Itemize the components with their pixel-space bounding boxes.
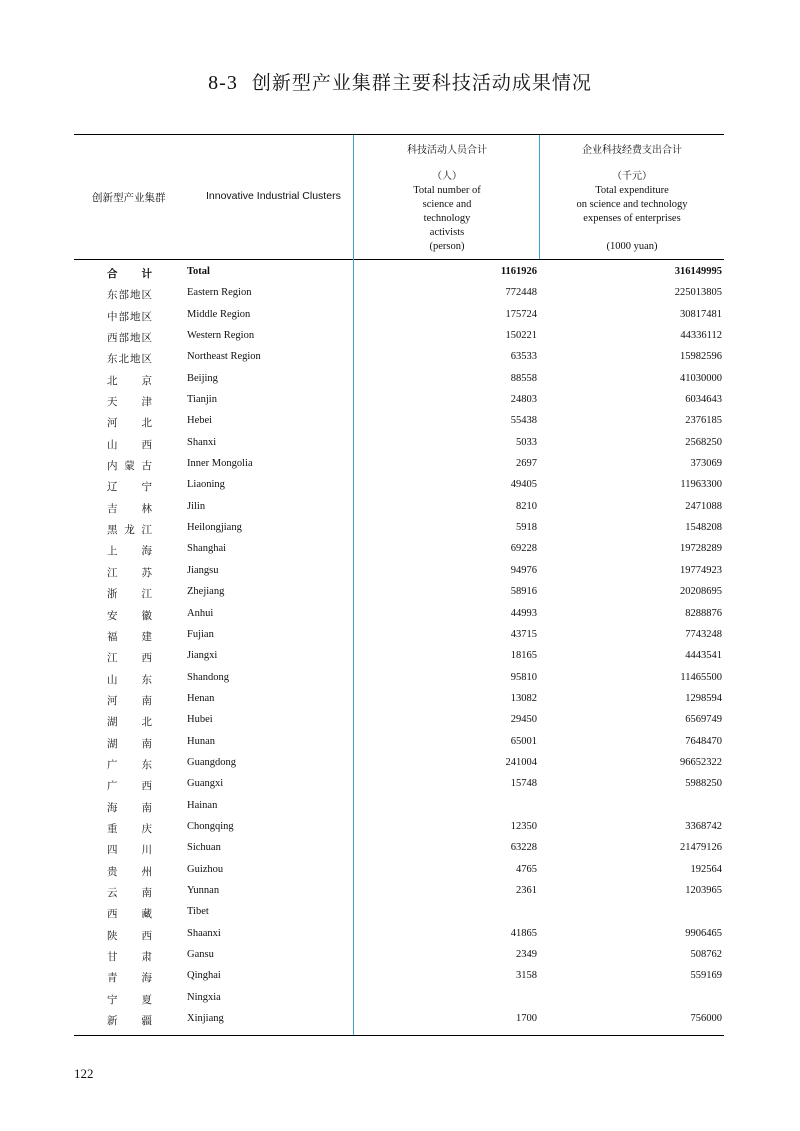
table-row (74, 604, 724, 625)
personnel-value: 41865 (510, 927, 537, 939)
personnel-value: 44993 (510, 607, 537, 619)
table-row (74, 347, 724, 368)
region-name-en: Shanxi (187, 436, 217, 448)
expenditure-value: 225013805 (674, 287, 722, 299)
table-row (74, 326, 724, 347)
personnel-value: 2361 (516, 884, 537, 896)
personnel-value: 5918 (516, 522, 537, 534)
expenditure-value: 6569749 (685, 714, 722, 726)
region-name-cn: 西部地区 (107, 332, 152, 345)
table-row (74, 924, 724, 945)
table-row (74, 753, 724, 774)
expenditure-value: 373069 (690, 458, 722, 470)
table-row (74, 539, 724, 560)
region-name-en: Guangxi (187, 778, 224, 790)
expenditure-value: 5988250 (685, 778, 722, 790)
expenditure-value: 44336112 (680, 330, 722, 342)
region-name-en: Liaoning (187, 479, 225, 491)
table-row (74, 582, 724, 603)
personnel-value: 15748 (510, 778, 537, 790)
region-name-cn: 湖南 (107, 737, 152, 750)
region-name-cn: 甘肃 (107, 951, 152, 963)
region-name-cn: 福建 (107, 630, 152, 643)
region-name-cn: 东部地区 (107, 289, 152, 302)
region-name-en: Jiangxi (187, 650, 218, 662)
region-name-cn: 江西 (107, 652, 152, 665)
expenditure-value: 192564 (690, 863, 722, 875)
personnel-value: 29450 (510, 714, 537, 726)
personnel-value: 175724 (505, 308, 537, 320)
expenditure-value: 316149995 (674, 266, 722, 277)
region-name-en: Total (187, 266, 210, 277)
personnel-value: 94976 (510, 564, 537, 576)
region-name-cn: 合计 (107, 268, 152, 280)
header-col-expenditure-en-4 (541, 226, 723, 240)
personnel-value: 4765 (516, 863, 537, 875)
region-name-cn: 贵州 (107, 865, 152, 878)
table-row (74, 369, 724, 390)
header-col-expenditure-en-2: on science and technology (576, 199, 688, 210)
personnel-value: 5033 (516, 436, 537, 448)
region-name-en: Chongqing (187, 820, 234, 832)
region-name-cn: 陕西 (107, 929, 152, 942)
region-name-cn: 江苏 (107, 566, 152, 579)
region-name-en: Anhui (187, 607, 214, 619)
page-title (0, 68, 800, 95)
table-row (74, 796, 724, 817)
header-cluster-cn: 创新型产业集群 (92, 192, 166, 204)
table-row (74, 902, 724, 923)
region-name-cn: 山东 (107, 673, 152, 686)
header-rule (74, 259, 724, 260)
header-col-expenditure-cn: 企业科技经费支出合计 (582, 145, 682, 156)
region-name-cn: 河南 (107, 694, 152, 707)
table-row (74, 454, 724, 475)
header-col-expenditure-unit: （千元） (612, 171, 652, 182)
region-name-en: Hainan (187, 799, 218, 811)
personnel-value: 13082 (510, 692, 537, 704)
region-name-cn: 广东 (107, 758, 152, 771)
expenditure-value: 8288876 (685, 607, 722, 619)
region-name-en: Hunan (187, 735, 215, 747)
personnel-value: 12350 (510, 820, 537, 832)
personnel-value: 772448 (505, 287, 537, 299)
region-name-en: Shaanxi (187, 927, 221, 939)
expenditure-value: 9906465 (685, 927, 722, 939)
personnel-value: 49405 (510, 479, 537, 491)
expenditure-value: 4443541 (685, 650, 722, 662)
bottom-rule (74, 1035, 724, 1036)
personnel-value: 88558 (510, 372, 537, 384)
region-name-cn: 云南 (107, 886, 152, 899)
expenditure-value: 30817481 (680, 308, 722, 320)
region-name-cn: 辽宁 (107, 481, 152, 494)
region-name-cn: 河北 (107, 417, 152, 430)
header-col-personnel-en-4: activists (429, 227, 465, 238)
header-col-expenditure-en-1: Total expenditure (595, 185, 669, 196)
expenditure-value: 6034643 (685, 394, 722, 406)
table-row (74, 262, 724, 283)
table-number: 8-3 (208, 72, 238, 94)
expenditure-value: 508762 (690, 949, 722, 960)
expenditure-value: 1203965 (685, 884, 722, 896)
region-name-en: Hebei (187, 415, 213, 427)
expenditure-value: 1298594 (685, 692, 722, 704)
region-name-en: Guangdong (187, 756, 236, 768)
region-name-cn: 北京 (107, 374, 152, 387)
header-col-personnel-cn: 科技活动人员合计 (407, 145, 487, 156)
expenditure-value: 21479126 (680, 842, 722, 854)
personnel-value: 1161926 (500, 266, 537, 277)
table-row (74, 283, 724, 304)
region-name-en: Heilongjiang (187, 522, 242, 534)
region-name-en: Tianjin (187, 394, 217, 406)
region-name-cn: 湖北 (107, 716, 152, 729)
expenditure-value: 2471088 (685, 500, 722, 512)
header-col-personnel-en-2: science and (422, 199, 472, 210)
expenditure-value: 19774923 (680, 564, 722, 576)
personnel-value: 241004 (505, 756, 537, 768)
table-row (74, 966, 724, 987)
region-name-cn: 海南 (107, 801, 152, 814)
region-name-cn: 新疆 (107, 1015, 152, 1028)
expenditure-value: 41030000 (680, 372, 722, 384)
table-row (74, 881, 724, 902)
personnel-value: 69228 (510, 543, 537, 555)
region-name-en: Sichuan (187, 842, 221, 854)
personnel-value: 1700 (516, 1013, 537, 1025)
column-divider-2 (539, 135, 540, 259)
header-cluster-en: Innovative Industrial Clusters (206, 190, 341, 202)
header-col-personnel-en-1: Total number of (413, 185, 481, 196)
table-row (74, 860, 724, 881)
personnel-value: 43715 (510, 628, 537, 640)
page-number: 122 (74, 1066, 94, 1081)
table-row (74, 668, 724, 689)
table-title: 创新型产业集群主要科技活动成果情况 (251, 72, 592, 94)
header-col-personnel (356, 144, 538, 254)
expenditure-value: 19728289 (680, 543, 722, 555)
region-name-en: Guizhou (187, 863, 224, 875)
personnel-value: 2349 (516, 949, 537, 960)
region-name-en: Jiangsu (187, 564, 219, 576)
table-row (74, 497, 724, 518)
region-name-en: Inner Mongolia (187, 458, 253, 470)
region-name-cn: 重庆 (107, 822, 152, 835)
personnel-value: 63228 (510, 842, 537, 854)
region-name-cn: 天津 (107, 396, 152, 409)
table-body (74, 262, 724, 1030)
table-row (74, 732, 724, 753)
table-row (74, 625, 724, 646)
table-row (74, 838, 724, 859)
personnel-value: 24803 (510, 394, 537, 406)
region-name-en: Beijing (187, 372, 218, 384)
table-row (74, 710, 724, 731)
expenditure-value: 96652322 (680, 756, 722, 768)
region-name-en: Eastern Region (187, 287, 252, 299)
region-name-cn: 西藏 (107, 908, 152, 921)
personnel-value: 58916 (510, 586, 537, 598)
region-name-en: Hubei (187, 714, 213, 726)
region-name-cn: 黑龙江 (107, 524, 152, 537)
personnel-value: 55438 (510, 415, 537, 427)
personnel-value: 8210 (516, 500, 537, 512)
table-row (74, 817, 724, 838)
expenditure-value: 11465500 (680, 671, 722, 683)
expenditure-value: 20208695 (680, 586, 722, 598)
region-name-en: Yunnan (187, 884, 220, 896)
region-name-cn: 吉林 (107, 502, 152, 515)
personnel-value: 150221 (505, 330, 537, 342)
region-name-en: Henan (187, 692, 215, 704)
region-name-en: Western Region (187, 330, 255, 342)
table-row (74, 646, 724, 667)
top-rule (74, 134, 724, 135)
region-name-en: Shandong (187, 671, 229, 683)
region-name-cn: 上海 (107, 545, 152, 558)
expenditure-value: 7743248 (685, 628, 722, 640)
header-col-expenditure-en-3: expenses of enterprises (583, 213, 681, 224)
table-row (74, 433, 724, 454)
table-row (74, 1009, 724, 1030)
header-col-personnel-en-5: (person) (429, 241, 465, 252)
expenditure-value: 1548208 (685, 522, 722, 534)
header-col-expenditure (541, 144, 723, 254)
header-col-personnel-en-3: technology (423, 213, 471, 224)
region-name-en: Xinjiang (187, 1013, 224, 1025)
region-name-en: Gansu (187, 949, 214, 960)
expenditure-value: 2568250 (685, 436, 722, 448)
region-name-en: Middle Region (187, 308, 251, 320)
personnel-value: 95810 (510, 671, 537, 683)
expenditure-value: 7648470 (685, 735, 722, 747)
region-name-en: Tibet (187, 906, 209, 918)
table-row (74, 945, 724, 966)
table-row (74, 411, 724, 432)
table-row (74, 518, 724, 539)
region-name-en: Zhejiang (187, 586, 225, 598)
expenditure-value: 559169 (690, 970, 722, 982)
table-row (74, 774, 724, 795)
region-name-cn: 浙江 (107, 588, 152, 601)
personnel-value: 65001 (510, 735, 537, 747)
personnel-value: 18165 (510, 650, 537, 662)
header-col-personnel-unit: （人） (432, 171, 462, 182)
region-name-cn: 宁夏 (107, 993, 152, 1006)
region-name-cn: 东北地区 (107, 353, 152, 366)
region-name-cn: 青海 (107, 972, 152, 985)
region-name-en: Northeast Region (187, 351, 261, 363)
expenditure-value: 2376185 (685, 415, 722, 427)
table-row (74, 305, 724, 326)
region-name-cn: 山西 (107, 438, 152, 451)
region-name-en: Ningxia (187, 991, 221, 1003)
header-col-expenditure-en-5: (1000 yuan) (606, 241, 658, 252)
region-name-en: Shanghai (187, 543, 227, 555)
region-name-cn: 中部地区 (107, 310, 152, 323)
personnel-value: 63533 (510, 351, 537, 363)
expenditure-value: 3368742 (685, 820, 722, 832)
region-name-en: Fujian (187, 628, 214, 640)
personnel-value: 2697 (516, 458, 537, 470)
region-name-cn: 广西 (107, 780, 152, 793)
expenditure-value: 11963300 (680, 479, 722, 491)
region-name-en: Qinghai (187, 970, 221, 982)
table-row (74, 475, 724, 496)
region-name-en: Jilin (187, 500, 206, 512)
region-name-cn: 安徽 (107, 609, 152, 622)
expenditure-value: 756000 (690, 1013, 722, 1025)
personnel-value: 3158 (516, 970, 537, 982)
expenditure-value: 15982596 (680, 351, 722, 363)
table-row (74, 689, 724, 710)
table-row (74, 390, 724, 411)
table-row (74, 988, 724, 1009)
region-name-cn: 内蒙古 (107, 460, 152, 473)
region-name-cn: 四川 (107, 844, 152, 857)
table-row (74, 561, 724, 582)
